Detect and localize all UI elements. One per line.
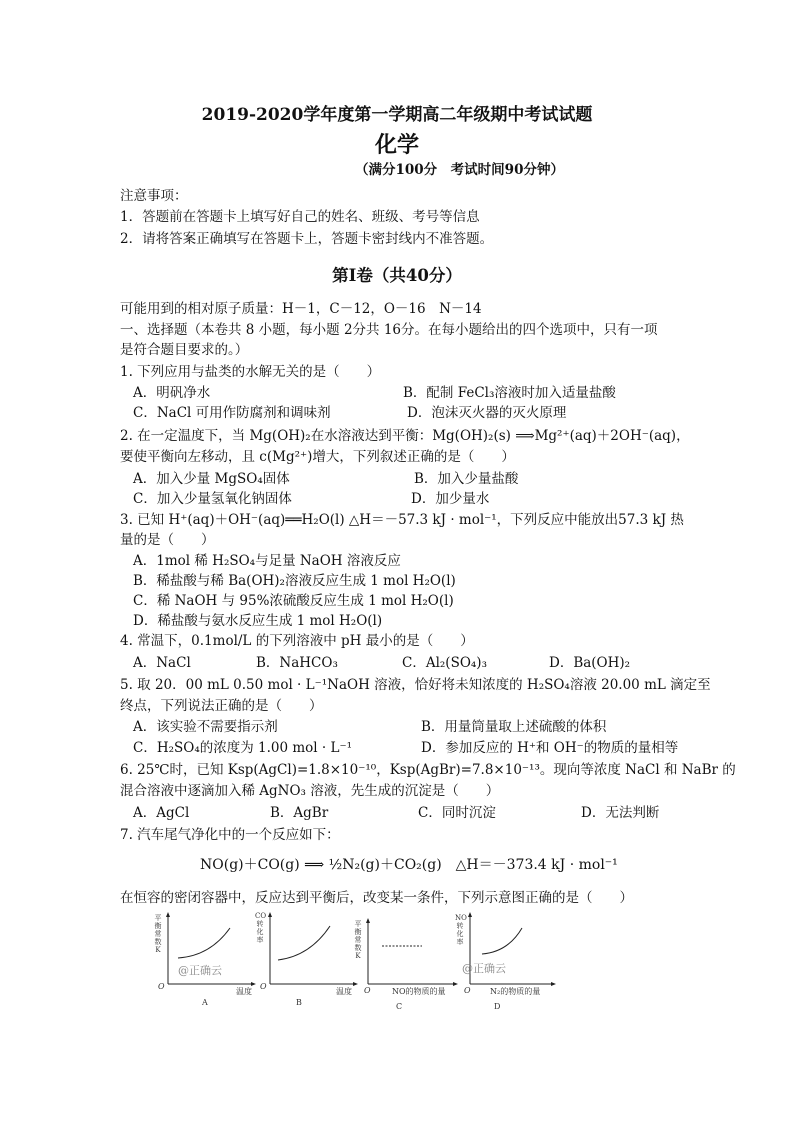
question-6-option-a: A．AgCl [133, 805, 190, 821]
note-item-2: 2．请将答案正确填写在答题卡上，答题卡密封线内不准答题。 [120, 231, 494, 247]
graph-d [450, 910, 560, 1015]
graph-b-letter: B [296, 998, 302, 1007]
question-5-option-d: D．参加反应的 H⁺和 OH⁻的物质的量相等 [421, 740, 679, 756]
question-4-option-d: D．Ba(OH)₂ [549, 655, 631, 671]
graph-b-ylabel: CO转化率 [255, 912, 267, 944]
question-5-stem-line1: 5. 取 20．00 mL 0.50 mol · L⁻¹NaOH 溶液，恰好将未知浓度的 H₂SO₄溶液 20.00 mL 滴定至 [120, 677, 711, 693]
graph-d-xlabel: N₂的物质的量 [490, 987, 541, 996]
question-5-option-b: B．用量筒量取上述硫酸的体积 [421, 719, 607, 735]
graph-c [352, 910, 462, 1015]
subject-title: 化学 [374, 132, 419, 158]
graph-d-ylabel: NO转化率 [455, 914, 467, 946]
graph-b [252, 910, 362, 1010]
question-6-option-d: D．无法判断 [581, 805, 660, 821]
question-2-stem-line1: 2. 在一定温度下，当 Mg(OH)₂在水溶液达到平衡：Mg(OH)₂(s) ⟹Mg²⁺(aq)＋2OH⁻(aq)， [120, 428, 690, 444]
question-4-stem: 4. 常温下，0.1mol/L 的下列溶液中 pH 最小的是（ ） [120, 633, 474, 649]
graph-b-xlabel: 温度 [336, 987, 352, 996]
part1-instructions-line1: 一、选择题（本卷共 8 小题，每小题 2分共 16分。在每小题给出的四个选项中，只有一项 [120, 322, 658, 338]
question-6-stem-line2: 混合溶液中逐滴加入稀 AgNO₃ 溶液，先生成的沉淀是（ ） [120, 783, 500, 799]
section-title: 第Ⅰ卷（共40分） [332, 266, 462, 285]
graph-a-origin: O [158, 982, 165, 991]
question-7-equation: NO(g)＋CO(g) ⟹ ½N₂(g)＋CO₂(g) △H＝－373.4 kJ · mol⁻¹ [200, 857, 618, 873]
question-2-option-c: C．加入少量氢氧化钠固体 [133, 491, 292, 507]
graph-a-xlabel: 温度 [236, 987, 252, 996]
graph-c-xlabel: NO的物质的量 [392, 987, 446, 996]
question-5-option-c: C．H₂SO₄的浓度为 1.00 mol · L⁻¹ [133, 740, 353, 756]
graph-c-svg [352, 910, 462, 1015]
question-2-option-b: B．加入少量盐酸 [414, 471, 519, 487]
graph-a-letter: A [202, 998, 208, 1007]
graph-b-origin: O [260, 982, 267, 991]
question-5-stem-line2: 终点，下列说法正确的是（ ） [120, 698, 323, 714]
graph-a-curve [178, 928, 230, 958]
graph-d-watermark: @正确云 [462, 962, 506, 975]
question-5-option-a: A．该实验不需要指示剂 [133, 719, 278, 735]
graph-a-watermark: @正确云 [178, 964, 222, 977]
note-item-1: 1．答题前在答题卡上填写好自己的姓名、班级、考号等信息 [120, 209, 480, 225]
atomic-masses: 可能用到的相对原子质量：H－1，C－12，O－16 N－14 [120, 301, 482, 317]
question-1-option-c: C．NaCl 可用作防腐剂和调味剂 [133, 405, 331, 421]
question-3-option-a: A．1mol 稀 H₂SO₄与足量 NaOH 溶液反应 [133, 553, 401, 569]
graph-d-letter: D [494, 1002, 501, 1011]
question-3-option-d: D．稀盐酸与氨水反应生成 1 mol H₂O(l) [133, 613, 383, 629]
question-1-option-d: D．泡沫灭火器的灭火原理 [407, 405, 567, 421]
question-1-option-b: B．配制 FeCl₃溶液时加入适量盐酸 [403, 385, 616, 401]
question-2-option-d: D．加少量水 [411, 491, 490, 507]
question-3-stem-line2: 量的是（ ） [120, 532, 215, 548]
question-1-option-a: A．明矾净水 [133, 385, 211, 401]
graph-c-origin: O [364, 986, 371, 995]
question-7-stem: 7. 汽车尾气净化中的一个反应如下： [120, 827, 340, 843]
question-7-stem-2: 在恒容的密闭容器中，反应达到平衡后，改变某一条件，下列示意图正确的是（ ） [120, 890, 633, 906]
question-1-stem: 1. 下列应用与盐类的水解无关的是（ ） [120, 364, 381, 380]
graph-a-ylabel: 平衡常数K [154, 914, 162, 954]
graph-b-curve [278, 926, 330, 960]
question-4-option-a: A．NaCl [133, 655, 191, 671]
question-3-option-c: C．稀 NaOH 与 95%浓硫酸反应生成 1 mol H₂O(l) [133, 593, 454, 609]
question-6-stem-line1: 6. 25℃时，已知 Ksp(AgCl)=1.8×10⁻¹⁰，Ksp(AgBr)=7.8×10⁻¹³。现向等浓度 NaCl 和 NaBr 的 [120, 762, 736, 778]
question-4-option-b: B．NaHCO₃ [256, 655, 338, 671]
question-4-option-c: C．Al₂(SO₄)₃ [402, 655, 487, 671]
graph-a [150, 910, 260, 1010]
graph-d-curve [482, 928, 522, 954]
graph-c-letter: C [396, 1002, 403, 1011]
question-6-option-c: C．同时沉淀 [418, 805, 496, 821]
exam-title: 2019-2020学年度第一学期高二年级期中考试试题 [201, 105, 593, 125]
exam-info: （满分100分 考试时间90分钟） [355, 162, 564, 178]
question-6-option-b: B．AgBr [270, 805, 329, 821]
notes-heading: 注意事项： [120, 188, 188, 204]
question-2-stem-line2: 要使平衡向左移动，且 c(Mg²⁺)增大，下列叙述正确的是（ ） [120, 449, 515, 465]
graph-c-ylabel: 平衡常数K [354, 920, 362, 960]
graph-d-origin: O [464, 986, 471, 995]
question-3-option-b: B．稀盐酸与稀 Ba(OH)₂溶液反应生成 1 mol H₂O(l) [133, 573, 456, 589]
question-3-stem-line1: 3. 已知 H⁺(aq)＋OH⁻(aq)══H₂O(l) △H＝－57.3 kJ · mol⁻¹，下列反应中能放出57.3 kJ 热 [120, 512, 684, 528]
question-2-option-a: A．加入少量 MgSO₄固体 [133, 471, 290, 487]
part1-instructions-line2: 是符合题目要求的。） [120, 342, 249, 358]
